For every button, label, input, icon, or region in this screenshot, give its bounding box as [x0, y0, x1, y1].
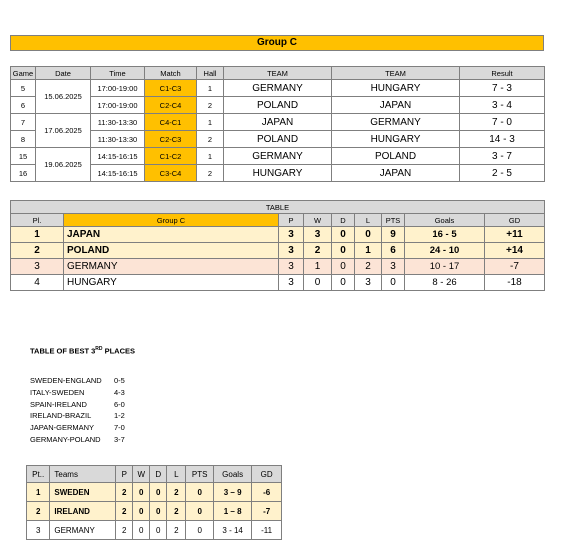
result-line — [30, 399, 125, 411]
place: 3 — [11, 259, 64, 275]
game-number: 5 — [11, 80, 36, 97]
result-score: 0-5 — [114, 376, 125, 385]
col-lost: L — [355, 214, 382, 227]
standings-row — [11, 227, 545, 243]
col-goals: Goals — [405, 214, 485, 227]
match-result: 7 - 3 — [460, 80, 545, 97]
points: 6 — [382, 243, 405, 259]
drawn: 0 — [332, 259, 355, 275]
col-team1: TEAM — [224, 67, 332, 80]
goal-difference: +14 — [485, 243, 545, 259]
game-number: 16 — [11, 165, 36, 182]
match-code: C3-C4 — [145, 165, 197, 182]
points: 0 — [186, 483, 214, 502]
standings-caption: TABLE — [11, 201, 545, 214]
lost: 2 — [355, 259, 382, 275]
team-name: POLAND — [64, 243, 279, 259]
match-time: 17:00-19:00 — [91, 80, 145, 97]
match-time: 11:30-13:30 — [91, 114, 145, 131]
goal-difference: -18 — [485, 275, 545, 291]
col-result: Result — [460, 67, 545, 80]
away-team: HUNGARY — [332, 80, 460, 97]
match-time: 14:15-16:15 — [91, 148, 145, 165]
best-thirds-title-suffix: PLACES — [102, 346, 136, 356]
goals: 8 - 26 — [405, 275, 485, 291]
result-pair: JAPAN-GERMANY — [30, 423, 95, 433]
place: 3 — [27, 521, 50, 540]
won: 0 — [133, 502, 150, 521]
match-row — [11, 114, 545, 131]
result-line — [30, 410, 125, 422]
best-thirds-header-row — [27, 466, 282, 483]
played: 3 — [279, 243, 304, 259]
col-group: Group C — [64, 214, 279, 227]
team-name: IRELAND — [50, 502, 116, 521]
standings-row — [11, 259, 545, 275]
goals: 3 – 9 — [214, 483, 252, 502]
goals: 16 - 5 — [405, 227, 485, 243]
won: 2 — [304, 243, 332, 259]
points: 0 — [186, 521, 214, 540]
result-score: 4-3 — [114, 387, 125, 397]
result-score: 3-7 — [114, 434, 125, 444]
col-team2: TEAM — [332, 67, 460, 80]
drawn: 0 — [332, 275, 355, 291]
result-line — [30, 434, 125, 446]
home-team: POLAND — [224, 97, 332, 114]
place: 4 — [11, 275, 64, 291]
place: 2 — [27, 502, 50, 521]
best-thirds-row — [27, 502, 282, 521]
result-line — [30, 387, 125, 399]
game-number: 6 — [11, 97, 36, 114]
away-team: GERMANY — [332, 114, 460, 131]
result-line — [30, 375, 125, 387]
standings-table — [10, 200, 545, 291]
match-code: C1-C3 — [145, 80, 197, 97]
third-place-results-list — [30, 375, 125, 446]
drawn: 0 — [332, 227, 355, 243]
won: 3 — [304, 227, 332, 243]
col-game: Game — [11, 67, 36, 80]
col-points: PTS — [186, 466, 214, 483]
matches-header-row — [11, 67, 545, 80]
matches-table — [10, 66, 545, 182]
game-number: 8 — [11, 131, 36, 148]
won: 0 — [133, 521, 150, 540]
match-code: C4-C1 — [145, 114, 197, 131]
match-result: 2 - 5 — [460, 165, 545, 182]
home-team: GERMANY — [224, 148, 332, 165]
lost: 3 — [355, 275, 382, 291]
goals: 3 - 14 — [214, 521, 252, 540]
result-pair: ITALY-SWEDEN — [30, 387, 85, 397]
col-won: W — [304, 214, 332, 227]
goal-difference: -7 — [252, 502, 282, 521]
lost: 1 — [355, 243, 382, 259]
lost: 0 — [355, 227, 382, 243]
points: 0 — [186, 502, 214, 521]
won: 1 — [304, 259, 332, 275]
team-name: GERMANY — [64, 259, 279, 275]
col-drawn: D — [150, 466, 167, 483]
goal-difference: -7 — [485, 259, 545, 275]
home-team: JAPAN — [224, 114, 332, 131]
goals: 1 – 8 — [214, 502, 252, 521]
col-drawn: D — [332, 214, 355, 227]
goal-difference: -11 — [252, 521, 282, 540]
match-code: C2-C4 — [145, 97, 197, 114]
team-name: GERMANY — [50, 521, 116, 540]
result-score: 1-2 — [114, 411, 125, 421]
drawn: 0 — [150, 521, 167, 540]
col-place: Pt.. — [27, 466, 50, 483]
col-played: P — [279, 214, 304, 227]
result-pair: SWEDEN-ENGLAND — [30, 376, 102, 385]
match-result: 3 - 7 — [460, 148, 545, 165]
hall-number: 1 — [197, 80, 224, 97]
lost: 2 — [167, 502, 186, 521]
home-team: HUNGARY — [224, 165, 332, 182]
hall-number: 1 — [197, 148, 224, 165]
result-line — [30, 422, 125, 434]
result-pair: GERMANY-POLAND — [30, 434, 101, 444]
won: 0 — [304, 275, 332, 291]
best-thirds-title — [30, 346, 135, 356]
match-time: 11:30-13:30 — [91, 131, 145, 148]
hall-number: 2 — [197, 165, 224, 182]
team-name: JAPAN — [64, 227, 279, 243]
match-time: 14:15-16:15 — [91, 165, 145, 182]
place: 2 — [11, 243, 64, 259]
lost: 2 — [167, 521, 186, 540]
col-goal-difference: GD — [252, 466, 282, 483]
hall-number: 2 — [197, 97, 224, 114]
result-pair: IRELAND-BRAZIL — [30, 411, 92, 421]
played: 3 — [279, 227, 304, 243]
played: 2 — [116, 521, 133, 540]
col-place: Pl. — [11, 214, 64, 227]
match-date: 15.06.2025 — [36, 80, 91, 114]
goal-difference: +11 — [485, 227, 545, 243]
match-row — [11, 131, 545, 148]
hall-number: 2 — [197, 131, 224, 148]
points: 0 — [382, 275, 405, 291]
best-thirds-row — [27, 521, 282, 540]
col-lost: L — [167, 466, 186, 483]
match-date: 17.06.2025 — [36, 114, 91, 148]
points: 3 — [382, 259, 405, 275]
team-name: SWEDEN — [50, 483, 116, 502]
standings-header-row — [11, 214, 545, 227]
result-pair: SPAIN-IRELAND — [30, 399, 87, 409]
game-number: 7 — [11, 114, 36, 131]
col-won: W — [133, 466, 150, 483]
match-date: 19.06.2025 — [36, 148, 91, 182]
result-score: 7-0 — [114, 423, 125, 433]
played: 3 — [279, 259, 304, 275]
match-result: 14 - 3 — [460, 131, 545, 148]
col-time: Time — [91, 67, 145, 80]
won: 0 — [133, 483, 150, 502]
drawn: 0 — [150, 483, 167, 502]
standings-row — [11, 243, 545, 259]
away-team: JAPAN — [332, 165, 460, 182]
away-team: JAPAN — [332, 97, 460, 114]
match-row — [11, 97, 545, 114]
goals: 24 - 10 — [405, 243, 485, 259]
match-row — [11, 148, 545, 165]
col-played: P — [116, 466, 133, 483]
best-thirds-table — [26, 465, 282, 540]
match-code: C1-C2 — [145, 148, 197, 165]
best-thirds-title-sup: RD — [95, 346, 103, 352]
place: 1 — [27, 483, 50, 502]
col-hall: Hall — [197, 67, 224, 80]
drawn: 0 — [150, 502, 167, 521]
match-code: C2-C3 — [145, 131, 197, 148]
hall-number: 1 — [197, 114, 224, 131]
match-result: 7 - 0 — [460, 114, 545, 131]
match-result: 3 - 4 — [460, 97, 545, 114]
col-match: Match — [145, 67, 197, 80]
place: 1 — [11, 227, 64, 243]
played: 2 — [116, 483, 133, 502]
team-name: HUNGARY — [64, 275, 279, 291]
played: 2 — [116, 502, 133, 521]
game-number: 15 — [11, 148, 36, 165]
match-row — [11, 165, 545, 182]
best-thirds-row — [27, 483, 282, 502]
col-points: PTS — [382, 214, 405, 227]
group-title: Group C — [10, 35, 544, 51]
away-team: POLAND — [332, 148, 460, 165]
lost: 2 — [167, 483, 186, 502]
result-score: 6-0 — [114, 399, 125, 409]
away-team: HUNGARY — [332, 131, 460, 148]
match-time: 17:00-19:00 — [91, 97, 145, 114]
col-date: Date — [36, 67, 91, 80]
col-goal-difference: GD — [485, 214, 545, 227]
points: 9 — [382, 227, 405, 243]
home-team: GERMANY — [224, 80, 332, 97]
goals: 10 - 17 — [405, 259, 485, 275]
home-team: POLAND — [224, 131, 332, 148]
col-teams: Teams — [50, 466, 116, 483]
col-goals: Goals — [214, 466, 252, 483]
goal-difference: -6 — [252, 483, 282, 502]
drawn: 0 — [332, 243, 355, 259]
match-row — [11, 80, 545, 97]
best-thirds-title-prefix: TABLE OF BEST 3 — [30, 346, 96, 356]
played: 3 — [279, 275, 304, 291]
standings-row — [11, 275, 545, 291]
